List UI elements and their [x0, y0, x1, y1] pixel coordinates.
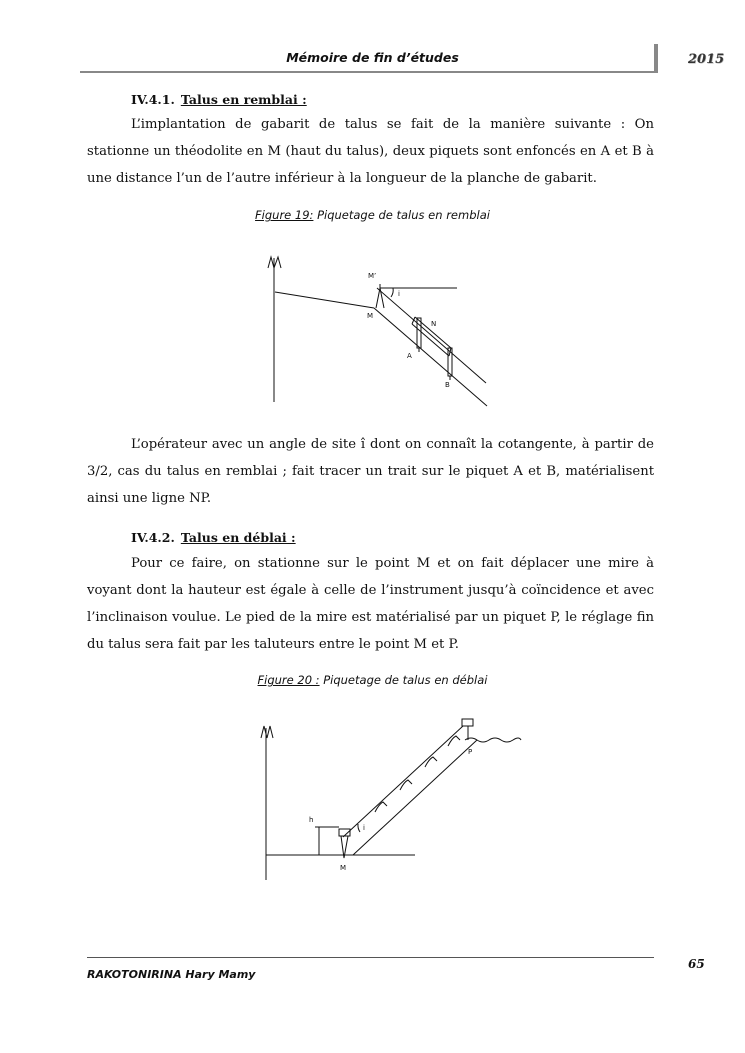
header-title: Mémoire de fin d’études	[286, 50, 459, 65]
section-heading-deblai	[131, 530, 296, 545]
figure-19-caption-text: Piquetage de talus en remblai	[313, 208, 490, 222]
slope-lower-line	[353, 740, 477, 855]
north-arrow-right	[274, 257, 281, 268]
label-p: P	[468, 748, 473, 756]
terrain-line	[275, 292, 374, 308]
paragraph-remblai: L’implantation de gabarit de talus se fait de la manière suivante : On stationne un théodolite en M (haut du talus), deux piquets sont enfoncés en A et B à une distance l’un de l’autre inférieur à la longueur de la planche de gabarit.	[87, 117, 654, 186]
label-m: M	[340, 864, 347, 872]
label-b: B	[445, 381, 450, 389]
angle-arc-i	[391, 288, 393, 297]
profile-1	[375, 802, 387, 812]
figure-20-caption	[0, 673, 745, 687]
header-rule	[80, 71, 654, 73]
paragraph-deblai: Pour ce faire, on stationne sur le point M et on fait déplacer une mire à voyant dont la hauteur est égale à celle de l’instrument jusqu’à coïncidence et avec l’inclinaison voulue. Le pied de la mire est matérialisé par un piquet P, le réglage fin du talus sera fait par les taluteurs entre le point M et P.	[87, 556, 654, 652]
paragraph-operator: L’opérateur avec un angle de site î dont on connaît la cotangente, à partir de 3/2, cas du talus en remblai ; fait tracer un trait sur le piquet A et B, matérialisent ainsi une ligne NP.	[87, 437, 654, 506]
figure-20-diagram	[255, 710, 525, 885]
section-title: Talus en déblai :	[180, 530, 296, 545]
terrain-top	[465, 738, 521, 742]
page-number: 65	[688, 957, 705, 971]
mire-target	[462, 719, 473, 726]
label-a: A	[407, 352, 412, 360]
north-arrow-left	[268, 257, 274, 268]
angle-arc-i	[358, 824, 360, 832]
label-m-prime: M’	[368, 272, 377, 280]
header-year: 2015	[688, 52, 725, 67]
header-divider	[654, 44, 658, 73]
gabarit-board-bottom	[412, 324, 449, 356]
label-n: N	[431, 320, 437, 328]
section-number: IV.4.2.	[131, 530, 175, 545]
section-title: Talus en remblai :	[180, 92, 307, 107]
label-i: i	[363, 824, 365, 832]
profile-4	[448, 736, 460, 746]
label-h: h	[309, 816, 314, 824]
north-arrow-right	[267, 726, 273, 738]
stake-a	[417, 318, 421, 348]
label-m: M	[367, 312, 374, 320]
sight-line	[343, 726, 463, 837]
figure-20-label: Figure 20 :	[257, 673, 320, 687]
profile-3	[425, 757, 437, 767]
profile-2	[400, 780, 412, 790]
slope-upper-line	[377, 288, 486, 383]
figure-19-label: Figure 19:	[255, 208, 314, 222]
figure-19-diagram	[255, 248, 505, 413]
section-number: IV.4.1.	[131, 92, 175, 107]
label-i: i	[398, 290, 400, 298]
section-heading-remblai	[131, 92, 307, 107]
footer-rule	[87, 957, 654, 958]
figure-20-caption-text: Piquetage de talus en déblai	[319, 673, 488, 687]
footer-author: RAKOTONIRINA Hary Mamy	[87, 968, 256, 981]
figure-19-caption	[0, 208, 745, 222]
